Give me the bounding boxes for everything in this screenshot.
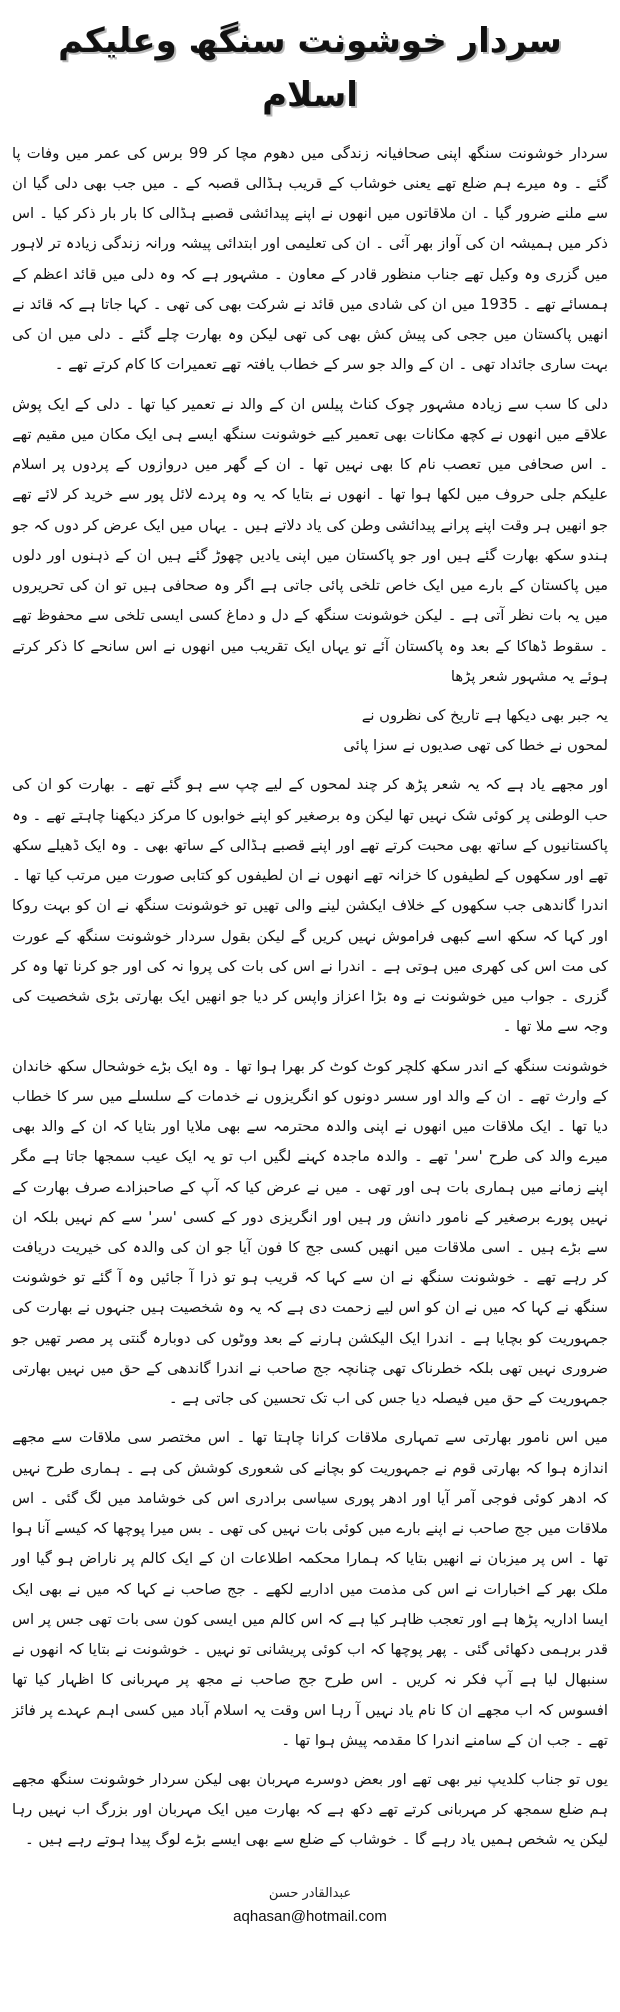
headline: سردار خوشونت سنگھ وعلیکم اسلام bbox=[58, 21, 562, 116]
paragraph-1: سردار خوشونت سنگھ اپنی صحافیانہ زندگی میں دھوم مچا کر 99 برس کی عمر میں وفات پا گئے ۔ وہ میرے ہم ضلع تھے یعنی خوشاب کے قریب ہڈالی قصبہ کے ۔ میں جب بھی دلی گیا ان سے ملنے ضرور گیا ۔ ان ملاقاتوں میں انھوں نے اپنے پیدائشی قصبے ہڈالی کا بار بار ذکر کیا ۔ اس ذکر میں ہمیشہ ان کی آواز بھر آئی ۔ ان کی تعلیمی اور ابتدائی پیشہ ورانہ زندگی زیادہ تر لاہور میں گزری وہ وکیل تھے جناب منظور قادر کے معاون ۔ مشہور ہے کہ وہ دلی میں قائد اعظم کے ہمسائے تھے ۔ 1935 میں ان کی شادی میں قائد نے شرکت بھی کی تھی ۔ کہا جاتا ہے کہ قائد نے انھیں پاکستان میں ججی کی پیش کش بھی کی تھی لیکن وہ بھارت چلے گئے ۔ دلی میں ان کی بہت ساری جائداد تھی ۔ ان کے والد جو سر کے خطاب یافتہ تھے تعمیرات کا کام کرتے تھے ۔ bbox=[12, 144, 608, 374]
paragraph-2: دلی کا سب سے زیادہ مشہور چوک کناٹ پیلس ان کے والد نے تعمیر کیا تھا ۔ دلی کے ایک پوش علاقے میں انھوں نے کچھ مکانات بھی تعمیر کیے خوشونت سنگھ ایسے ہی ایک مکان میں مقیم تھے ۔ اس صحافی میں تعصب نام کا بھی نہیں تھا ۔ ان کے گھر میں دروازوں کے پردوں پر اسلام علیکم جلی حروف میں لکھا ہوا تھا ۔ انھوں نے بتایا کہ یہ وہ پردے لائل پور سے خرید کر لائے تھے جو انھیں ہر وقت اپنے پرانے پیدائشی وطن کی یاد دلاتے ہیں ۔ یہاں میں ایک عرض کر دوں کہ جو ہندو سکھ بھارت گئے ہیں اور جو پاکستان میں اپنی یادیں چھوڑ گئے ہیں ان کے ذہنوں اور دلوں میں پاکستان کے بارے میں ایک خاص تلخی پائی جاتی ہے اگر وہ صحافی ہیں تو ان کی تحریروں میں یہ بات نظر آتی ہے ۔ لیکن خوشونت سنگھ کے دل و دماغ کسی ایسی تلخی سے محفوظ تھے ۔ سقوط ڈھاکا کے بعد وہ پاکستان آئے تو یہاں ایک تقریب میں انھوں نے اس سانحے کا ذکر کرتے ہوئے یہ مشہور شعر پڑھا bbox=[12, 395, 608, 685]
author-email: aqhasan@hotmail.com bbox=[233, 1908, 387, 1926]
couplet-line-1: یہ جبر بھی دیکھا ہے تاریخ کی نظروں نے bbox=[361, 707, 608, 724]
byline bbox=[12, 1882, 608, 1929]
paragraph-3: اور مجھے یاد ہے کہ یہ شعر پڑھ کر چند لمحوں کے لیے چپ سے ہو گئے تھے ۔ بھارت کو ان کی حب الوطنی پر کوئی شک نہیں تھا لیکن وہ برصغیر کو اپنے خوابوں کا مرکز دیکھنا چاہتے تھے ۔ وہ پاکستانیوں کے ساتھ بھی محبت کرتے تھے اور اپنے قصبے ہڈالی کے ساتھ بھی ۔ وہ ایک ڈھیلے سکھ تھے اور سکھوں کے لطیفوں کا خزانہ تھے انھوں نے ان لطیفوں کو کتابی صورت میں مرتب کیا تھا ۔ اندرا گاندھی جب سکھوں کے خلاف ایکشن لینے والی تھیں تو خوشونت سنگھ نے ان کو بہت روکا اور کہا کہ سکھ اسے کبھی فراموش نہیں کریں گے لیکن بقول سردار خوشونت سنگھ کے عورت کی مت اس کی کھری میں ہوتی ہے ۔ اندرا نے اس کی بات کی پروا نہ کی اور جو کرنا تھا وہ کر گزری ۔ جواب میں خوشونت نے وہ بڑا اعزاز واپس کر دیا جو انھیں ایک بھارتی بڑی شخصیت کی وجہ سے ملا تھا ۔ bbox=[12, 776, 608, 1036]
author-name: عبدالقادر حسن bbox=[268, 1885, 352, 1901]
article-body bbox=[12, 139, 608, 1856]
couplet-line-2: لمحوں نے خطا کی تھی صدیوں نے سزا پائی bbox=[343, 737, 608, 755]
paragraph-4: خوشونت سنگھ کے اندر سکھ کلچر کوٹ کوٹ کر بھرا ہوا تھا ۔ وہ ایک بڑے خوشحال سکھ خاندان کے وارث تھے ۔ ان کے والد اور سسر دونوں کو انگریزوں نے خدمات کے سلسلے میں سر کا خطاب دیا تھا ۔ ایک ملاقات میں انھوں نے اپنی والدہ محترمہ سے بھی ملایا اور بتایا کہ ان کے والد بھی میرے والد کی طرح 'سر' تھے ۔ والدہ ماجدہ کہنے لگیں اب تو یہ ایک عیب سمجھا جاتا ہے مگر اپنے زمانے میں ہماری بات ہی اور تھی ۔ میں نے عرض کیا کہ آپ کے صاحبزادے صرف بھارت کے نہیں پورے برصغیر کے نامور دانش ور ہیں اور انگریزی دور کے کسی 'سر' سے کم نہیں بلکہ ان سے بڑے ہیں ۔ اسی ملاقات میں انھیں کسی جج کا فون آیا جو ان کی والدہ کی خیریت دریافت کر رہے تھے ۔ خوشونت سنگھ نے ان سے کہا کہ قریب ہو تو ذرا آ جائیں وہ آ گئے تو خوشونت سنگھ نے کہا کہ میں نے ان کو اس لیے زحمت دی ہے کہ یہ وہ شخصیت ہیں جنہوں نے بھارت کی جمہوریت کو بچایا ہے ۔ اندرا ایک الیکشن ہارنے کے بعد ووٹوں کی دوبارہ گنتی پر مصر تھیں جو ضروری نہیں تھی بلکہ خطرناک تھی چنانچہ جج صاحب نے اندرا گاندھی کے حق میں نہیں بھارتی جمہوریت کے حق میں فیصلہ دیا جس کی اب تک تحسین کی جاتی ہے ۔ bbox=[12, 1057, 608, 1408]
poetry-couplet bbox=[12, 701, 608, 761]
paragraph-6: یوں تو جناب کلدیپ نیر بھی تھے اور بعض دوسرے مہربان بھی لیکن سردار خوشونت سنگھ مجھے ہم ضلع سمجھ کر مہربانی کرتے تھے دکھ ہے کہ بھارت میں ایک مہربان اور بزرگ اب نہیں رہا لیکن یہ شخص ہمیں یاد رہے گا ۔ خوشاب کے ضلع سے بھی ایسے بڑے لوگ پیدا ہوتے رہے ہیں ۔ bbox=[12, 1770, 608, 1849]
paragraph-5: میں اس نامور بھارتی سے تمہاری ملاقات کرانا چاہتا تھا ۔ اس مختصر سی ملاقات سے مجھے اندازہ ہوا کہ بھارتی قوم نے جمہوریت کو بچانے کی شعوری کوشش کی ہے ۔ ہماری طرح نہیں کہ ادھر کوئی فوجی آمر آیا اور ادھر پوری سیاسی برادری اس کی خوشامد میں لگ گئی ۔ اس ملاقات میں جج صاحب نے اپنے بارے میں کوئی بات نہیں کی تھی ۔ بس میرا پوچھا کہ کیسے آنا ہوا تھا ۔ اس پر میزبان نے انھیں بتایا کہ ہمارا محکمہ اطلاعات ان کے ایک کالم پر ناراض ہو گیا اور ملک بھر کے اخبارات نے اس کی مذمت میں اداریے لکھے ۔ جج صاحب نے کہا کہ میں نے بھی ایک ایسا اداریہ پڑھا ہے اور تعجب ظاہر کیا ہے کہ اس کالم میں ایسی کون سی بات تھی جس پر اس قدر برہمی دکھائی گئی ۔ پھر پوچھا کہ اب کوئی پریشانی تو نہیں ۔ خوشونت نے بتایا کہ انھوں نے سنبھال لیا ہے آپ فکر نہ کریں ۔ اس طرح جج صاحب نے مجھ پر مہربانی کا اظہار کیا تھا افسوس کہ اب مجھے ان کا نام یاد نہیں آ رہا اس وقت یہ اسلام آباد میں کسی اہم عہدے پر فائز تھے ۔ جب ان کے سامنے اندرا کا مقدمہ پیش ہوا تھا ۔ bbox=[12, 1429, 608, 1749]
